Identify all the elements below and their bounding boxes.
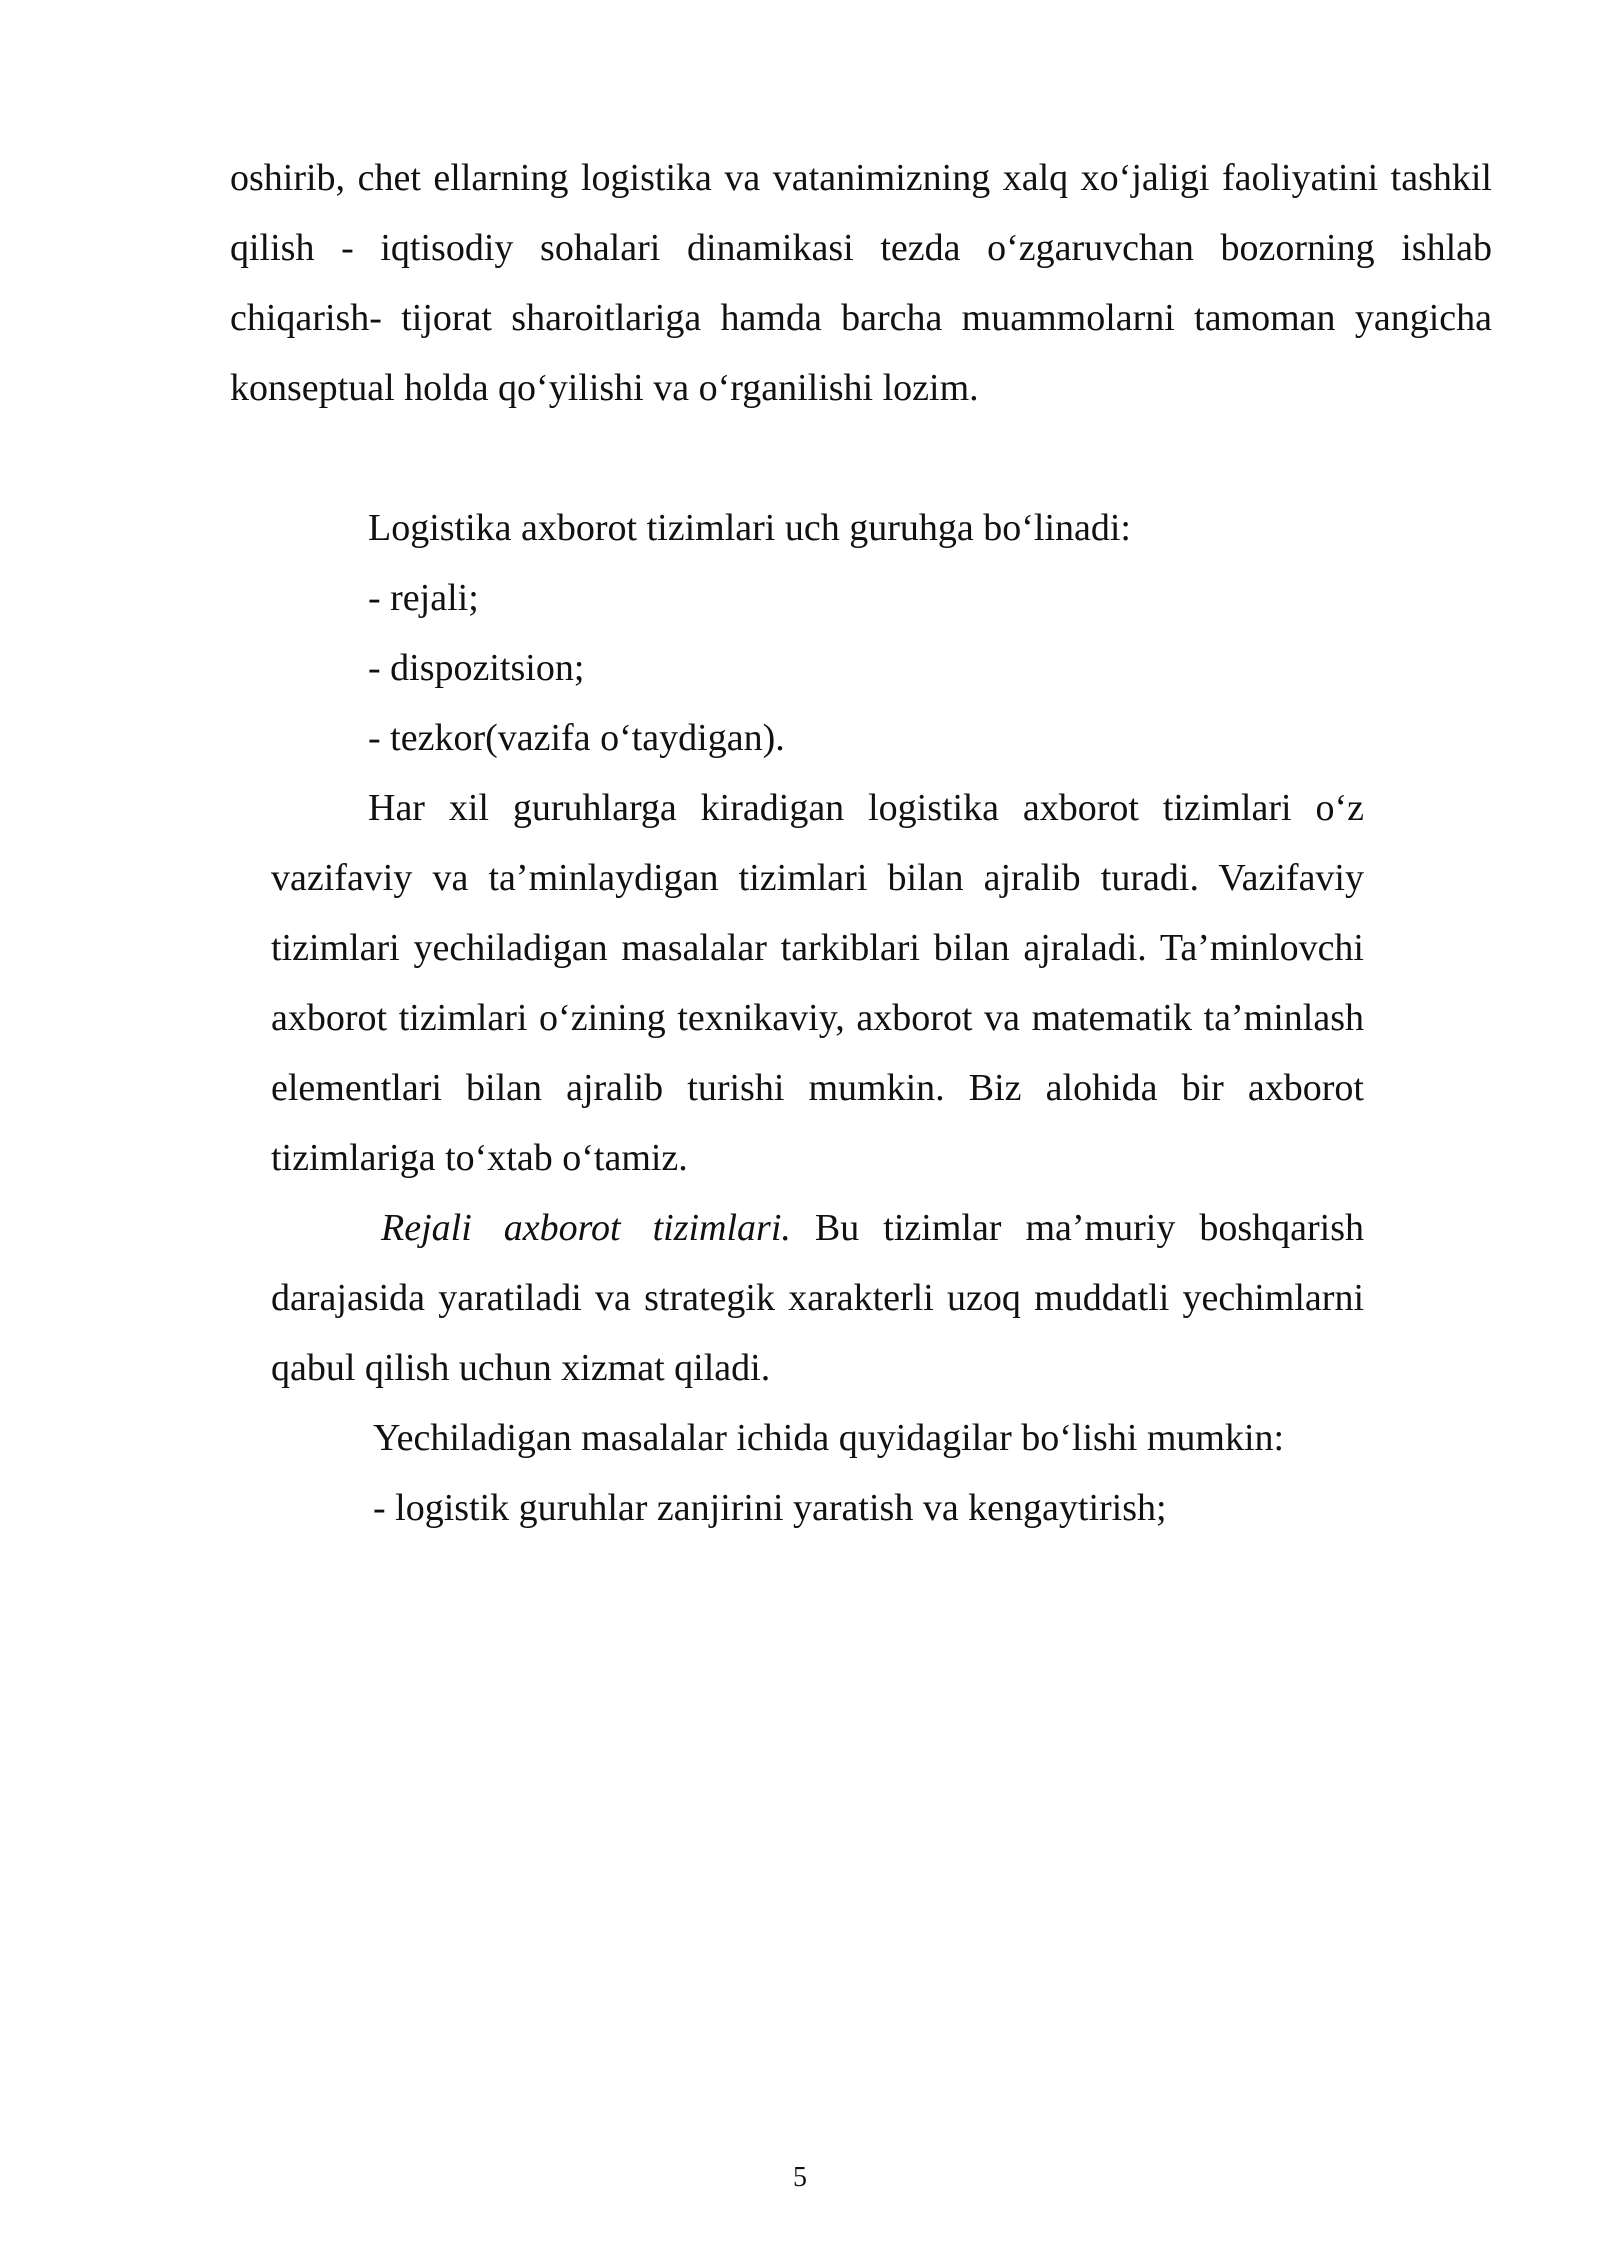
group-item-dispozitsion: - dispozitsion; xyxy=(368,647,585,689)
page-number: 5 xyxy=(793,2162,807,2193)
groups-intro-line: Logistika axborot tizimlari uch guruhga bo‘linadi: xyxy=(368,507,1131,549)
paragraph-planned-systems xyxy=(271,1193,1364,1403)
task-item-chain: - logistik guruhlar zanjirini yaratish va kengaytirish; xyxy=(373,1487,1167,1529)
paragraph-intro-continuation: oshirib, chet ellarning logistika va vatanimizning xalq xo‘jaligi faoliyatini tashkil qilish - iqtisodiy sohalari dinamikasi tezda o‘zgaruvchan bozorning ishlab chiqarish- tijorat sharoitlariga hamda barcha muammolarni tamoman yangicha konseptual holda qo‘yilishi va o‘rganilishi lozim. xyxy=(230,157,1492,409)
group-item-tezkor: - tezkor(vazifa o‘taydigan). xyxy=(368,717,785,759)
group-item-rejali: - rejali; xyxy=(368,577,479,619)
paragraph-system-groups: Har xil guruhlarga kiradigan logistika axborot tizimlari o‘z vazifaviy va ta’minlaydigan tizimlari bilan ajralib turadi. Vazifaviy tizimlari yechiladigan masalalar tarkiblari bilan ajraladi. Ta’minlovchi axborot tizimlari o‘zining texnikaviy, axborot va matematik ta’minlash elementlari bilan ajralib turishi mumkin. Biz alohida bir axborot tizimlariga to‘xtab o‘tamiz. xyxy=(271,787,1364,1179)
tasks-intro-line: Yechiladigan masalalar ichida quyidagilar bo‘lishi mumkin: xyxy=(373,1417,1285,1459)
planned-systems-heading: Rejali axborot tizimlari. xyxy=(381,1207,791,1249)
planned-systems-body: Bu tizimlar ma’muriy boshqarish darajasida yaratiladi va strategik xarakterli uzoq muddatli yechimlarni qabul qilish uchun xizmat qiladi. xyxy=(271,1207,1365,1389)
